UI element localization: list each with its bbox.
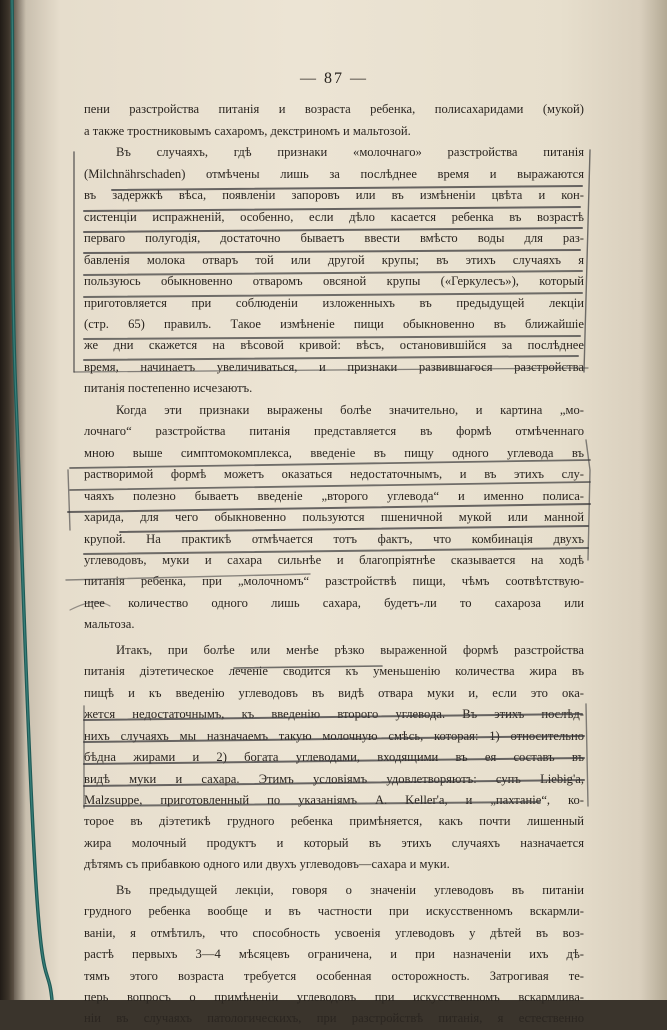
paragraph-4 — [84, 640, 584, 876]
text-line: систенціи испражненій, особенно, если дѣло касается ребенка въ возрастѣ — [84, 209, 584, 224]
text-line: торое въ діэтетикѣ грудного ребенка примѣняется, какъ почти лишенный — [84, 814, 584, 829]
text-line: Итакъ, при болѣе или менѣе рѣзко выраженной формѣ разстройства — [116, 642, 584, 657]
text-line: ніи въ случаяхъ патологическихъ, при разстройствѣ питанія, я естественно — [84, 1011, 584, 1026]
text-line: видѣ муки и сахара. Этимъ условіямъ удовлетворяютъ: супъ Liebig'а, — [84, 771, 584, 786]
text-line: Въ предыдущей лекціи, говоря о значеніи углеводовъ въ питаніи — [116, 882, 584, 897]
text-line: питанія діэтетическое леченіе сводится къ уменьшенію количества жира въ — [84, 664, 584, 679]
text-line: перь вопросъ о примѣненіи углеводовъ при искусственномъ вскармлива- — [84, 990, 584, 1005]
text-line: Malzsuppe, приготовленный по указаніямъ A. Keller'а, и „пахтаніе“, ко- — [84, 792, 584, 807]
text-line: питанія постепенно исчезаютъ. — [84, 381, 253, 396]
text-line: пени разстройства питанія и возраста ребенка, полисахаридами (мукой) — [84, 102, 584, 117]
text-line: харида, для чего обыкновенно пользуются пшеничной мукой или манной — [84, 510, 584, 525]
margin-bracket-mark — [68, 470, 70, 530]
paragraph-2 — [84, 142, 584, 399]
margin-bracket-mark — [586, 704, 588, 806]
text-line: же дни скажется на вѣсовой кривой: вѣсъ, остановившійся за послѣднее — [84, 338, 584, 353]
paragraph-3 — [84, 400, 584, 636]
text-line: перваго полугодія, достаточно бываетъ ввести вмѣсто воды для раз- — [84, 231, 584, 246]
text-line: нихъ случаяхъ мы назначаемъ такую молочную смѣсь, которая: 1) относительно — [84, 728, 584, 743]
text-line: растѣ первыхъ 3—4 мѣсяцевъ ограничена, и при назначеніи ихъ дѣ- — [84, 947, 584, 962]
text-line: бавленія молока отваръ той или другой крупы; въ этихъ случаяхъ я — [84, 252, 584, 267]
text-line: растворимой формѣ можетъ оказаться недостаточнымъ, и въ этихъ слу- — [84, 467, 584, 482]
text-line: питанія ребенка, при „молочномъ“ разстройствѣ пищи, чѣмъ соотвѣтствую- — [84, 574, 584, 589]
text-line: пищѣ и къ введенію углеводовъ въ видѣ отвара муки и, если это ока- — [84, 685, 584, 700]
text-line: углеводовъ, муки и сахара сильнѣе и благопріятнѣе сказывается на ходѣ — [84, 552, 584, 567]
text-line: щее количество одного лишь сахара, будетъ-ли то сахароза или — [84, 595, 584, 610]
binding-thread — [0, 0, 60, 1000]
text-line: пользуюсь обыкновенно отваромъ овсяной крупы («Геркулесъ»), который — [84, 274, 584, 289]
text-line: чаяхъ полезно бываетъ введеніе „второго углевода“ и именно полиса- — [84, 488, 584, 503]
text-line: тямъ этого возраста требуется особенная осторожность. Затрогивая те- — [84, 968, 584, 983]
text-line: жира молочный продуктъ и который въ этихъ случаяхъ назначается — [84, 835, 584, 850]
text-line: Когда эти признаки выражены болѣе значительно, и картина „мо- — [116, 402, 584, 417]
paragraph-1 — [84, 99, 584, 142]
page-number: — 87 — — [300, 70, 368, 87]
text-line: мальтоза. — [84, 617, 135, 632]
paragraph-5 — [84, 880, 584, 1030]
text-line: лочнаго“ разстройства питанія представляется въ формѣ отмѣченнаго — [84, 424, 584, 439]
text-line: грудного ребенка вообще и въ частности при искусственномъ вскармли- — [84, 904, 584, 919]
text-line: въ задержкѣ вѣса, появленіи запоровъ или въ измѣненіи цвѣта и кон- — [84, 188, 584, 203]
text-line: а также тростниковымъ сахаромъ, декстриномъ и мальтозой. — [84, 123, 411, 138]
text-line: крупой. На практикѣ отмѣчается тотъ фактъ, что комбинація двухъ — [84, 531, 584, 546]
page-text — [84, 68, 584, 1030]
text-line: Въ случаяхъ, гдѣ признаки «молочнаго» разстройства питанія — [116, 145, 584, 160]
text-line: мною выше симптомокомплекса, введеніе въ пищу одного углевода въ — [84, 445, 584, 460]
text-line: жется недостаточнымъ, къ введенію второго углевода. Въ этихъ послѣд- — [84, 707, 584, 722]
text-line: приготовляется при соблюденіи изложенныхъ въ предыдущей лекціи — [84, 295, 584, 310]
text-line: бѣдна жирами и 2) богата углеводами, входящими въ ея составъ въ — [84, 750, 584, 765]
text-line: (стр. 65) правилъ. Такое измѣненіе пищи обыкновенно въ ближайшіе — [84, 316, 584, 331]
margin-bracket-mark — [586, 440, 590, 560]
text-line: время, начинаетъ увеличиваться, и признаки развившагося разстройства — [84, 359, 584, 374]
text-line: дѣтямъ съ прибавкою одного или двухъ углеводовъ—сахара и муки. — [84, 857, 450, 872]
text-line: ваніи, я отмѣтилъ, что способность усвоенія углеводовъ у дѣтей въ воз- — [84, 925, 584, 940]
text-line: (Milchnährschaden) отмѣчены лишь за послѣднее время и выражаются — [84, 166, 584, 181]
margin-bracket-mark — [584, 150, 590, 372]
